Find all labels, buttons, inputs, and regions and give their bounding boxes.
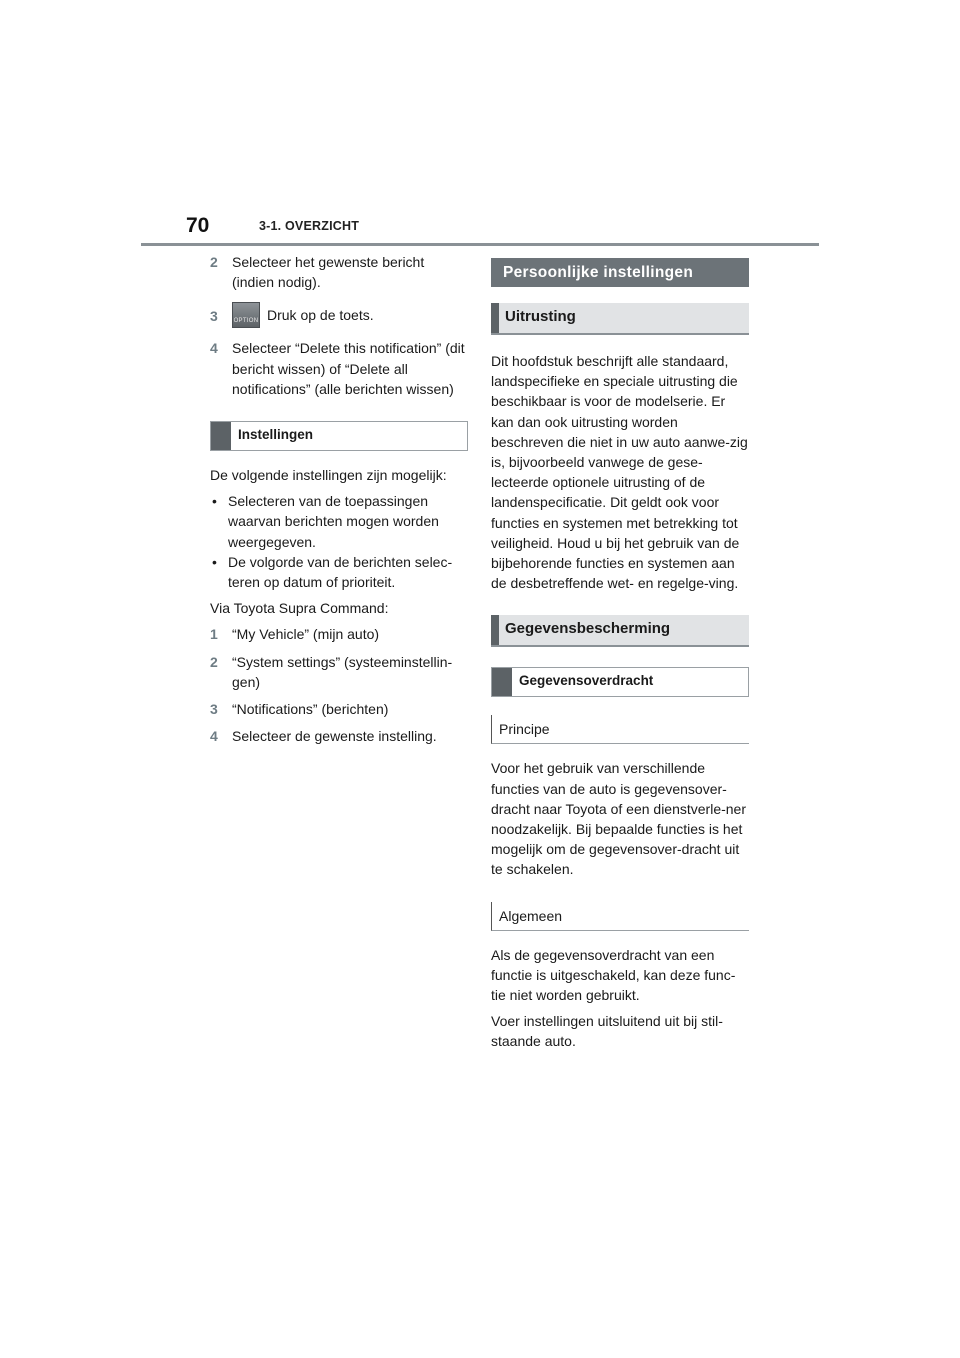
step-item (210, 726, 468, 746)
step-number: 4 (210, 340, 218, 357)
heading-marker (492, 668, 512, 696)
step-item (210, 652, 468, 692)
step-item (210, 252, 468, 292)
bullet-item: • Selecteren van de toepassingen waarvan berichten mogen worden weergegeven. (210, 491, 468, 552)
via-command-text: Via Toyota Supra Command: (210, 600, 389, 617)
settings-heading-label: Instellingen (238, 427, 314, 443)
step-number: 2 (210, 653, 218, 670)
step-number: 3 (210, 701, 218, 718)
step-number: 2 (210, 254, 218, 270)
general-text: Voer instellingen uitsluitend uit bij stil-staande auto. (491, 1013, 723, 1050)
step-text: “My Vehicle” (mijn auto) (232, 626, 380, 643)
heading-marker (491, 615, 499, 645)
option-button-icon (232, 302, 260, 328)
step-text: Selecteer de gewenste instelling. (232, 728, 437, 745)
step-text: Selecteer “Delete this notification” (dit bericht wissen) of “Delete all notifications” (alle berichten wissen) (232, 340, 465, 397)
heading-marker (211, 422, 231, 450)
data-transfer-heading (491, 667, 749, 697)
heading-marker (491, 303, 499, 333)
header-rule (141, 243, 819, 246)
step-number: 1 (210, 626, 218, 643)
step-text: Druk op de toets. (267, 307, 374, 324)
step-number: 4 (210, 728, 218, 745)
step-item (210, 338, 468, 399)
equipment-text: Dit hoofdstuk beschrijft alle standaard, landspecifieke en speciale uitrusting die beschikbaar is voor de modelserie. Er kan dan ook uitrusting worden beschreven die niet in uw auto aanwe-zig is, bijvoorbeeld vanwege de gese-lecteerde optionele uitrusting of de landenspecificatie. Dit geldt ook voor functies en systemen met betrekking tot veiligheid. Houd u bij het gebruik van de bijbehorende functies en systemen aan de desbetreffende wet- en regelge-ving. (491, 353, 748, 592)
bullet-item: • De volgorde van de berichten selec-teren op datum of prioriteit. (210, 552, 468, 592)
principle-subheading: Principe (491, 715, 749, 744)
step-item (210, 624, 468, 644)
principle-text: Voor het gebruik van verschillende functies van de auto is gegevensover-dracht naar Toyota of een dienstverle-ner noodzakelijk. Bij bepaalde functies is het mogelijk om de gegevensover-dracht uit te schakelen. (491, 760, 747, 878)
step-item (210, 699, 468, 719)
equipment-heading-label: Uitrusting (505, 308, 576, 325)
page-number: 70 (186, 214, 210, 237)
privacy-heading (491, 615, 749, 647)
left-column (210, 252, 468, 753)
general-text: Als de gegevensoverdracht van een functie is uitgeschakeld, kan deze func-tie niet worden gebruikt. (491, 946, 736, 1004)
settings-heading (210, 421, 468, 451)
settings-intro: De volgende instellingen zijn mogelijk: (210, 467, 447, 484)
section-title: 3-1. OVERZICHT (259, 219, 360, 233)
general-subheading: Algemeen (491, 902, 749, 931)
data-transfer-heading-label: Gegevensoverdracht (519, 673, 654, 689)
step-text: “Notifications” (berichten) (232, 701, 389, 718)
step-text: Selecteer het gewenste bericht (indien nodig). (232, 254, 425, 291)
privacy-heading-label: Gegevensbescherming (505, 620, 671, 638)
step-item (210, 302, 468, 328)
step-number: 3 (210, 308, 218, 325)
personal-settings-banner: Persoonlijke instellingen (491, 258, 749, 287)
step-text: “System settings” (systeeminstellin-gen) (232, 653, 453, 690)
equipment-heading (491, 303, 749, 335)
right-column (491, 258, 749, 1058)
option-button-label: OPTION (233, 318, 259, 325)
settings-bullet-list (210, 491, 468, 592)
